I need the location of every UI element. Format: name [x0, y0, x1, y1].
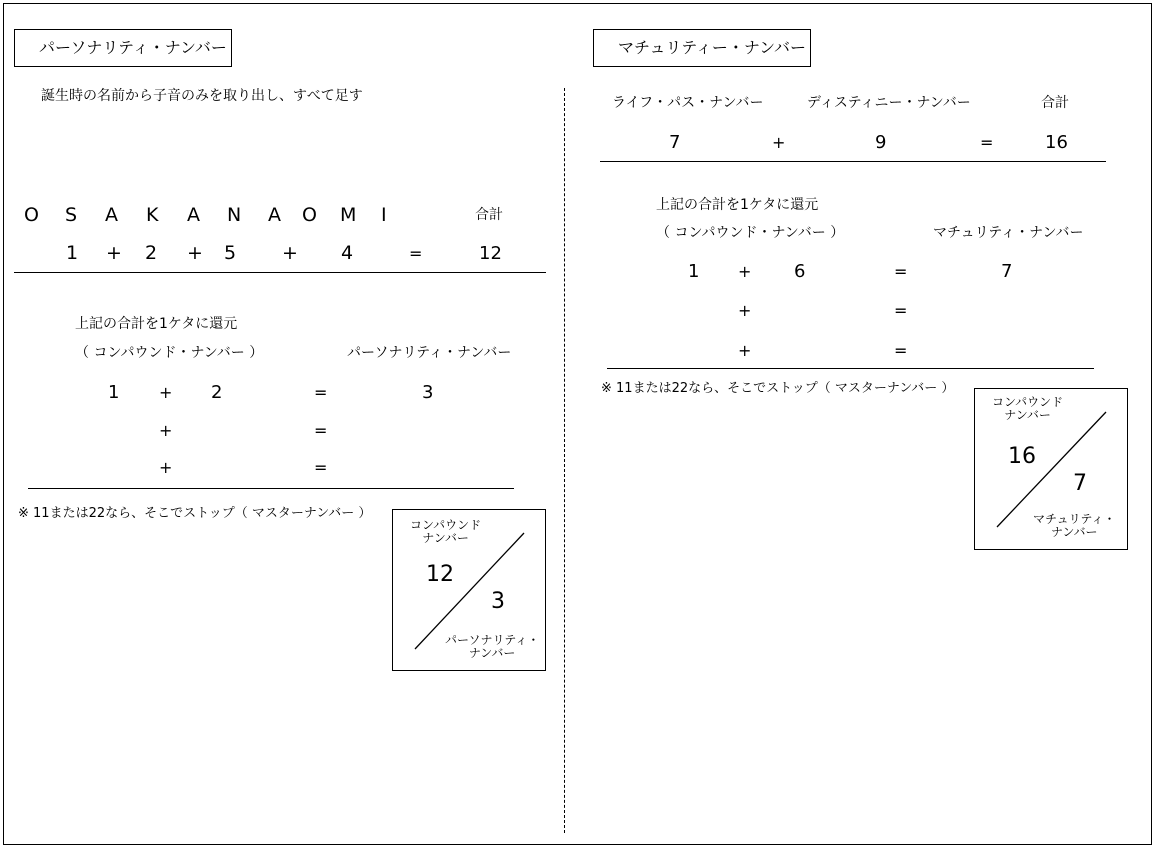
box-compound-number: 12 — [426, 562, 454, 587]
right-result-label: マチュリティ・ナンバー — [933, 225, 1084, 241]
box-top-label: コンパウンド — [410, 518, 482, 532]
sum-value: 2 — [145, 242, 158, 264]
reduce-equals: = — [314, 383, 328, 402]
left-reduce-result: 3 — [422, 382, 434, 403]
left-sum-total: 12 — [479, 243, 502, 264]
reduce-underline — [28, 488, 514, 489]
right-reduce-line2: （ コンパウンド・ナンバー ） — [656, 225, 845, 241]
left-total-label: 合計 — [475, 207, 503, 223]
reduce-plus: + — [159, 421, 173, 440]
left-instruction: 誕生時の名前から子音のみを取り出し、すべて足す — [41, 88, 363, 104]
personality-summary-box — [392, 509, 546, 671]
name-letter: I — [381, 204, 387, 226]
box-compound-number: 16 — [1008, 444, 1036, 469]
reduce-plus: + — [738, 341, 752, 360]
name-letter: N — [227, 204, 242, 226]
reduce-plus: + — [159, 383, 173, 402]
name-letter: A — [268, 204, 281, 226]
box-top-label: ナンバー — [422, 530, 469, 545]
sum-equals: = — [980, 133, 994, 152]
name-letter: A — [187, 204, 200, 226]
left-note: ※ 11または22なら、そこでストップ（ マスターナンバー ） — [18, 506, 372, 521]
name-letter: S — [65, 204, 78, 226]
box-top-label: ナンバー — [1004, 407, 1051, 422]
column-divider — [564, 88, 565, 833]
box-top-label: コンパウンド — [992, 395, 1064, 409]
sum-value: 1 — [66, 242, 79, 264]
left-result-label: パーソナリティ・ナンバー — [347, 345, 512, 361]
box-bottom-label: ナンバー — [1050, 524, 1098, 539]
reduce-equals: = — [894, 301, 908, 320]
left-reduce-line1: 上記の合計を1ケタに還元 — [75, 316, 238, 332]
right-reduce-line1: 上記の合計を1ケタに還元 — [656, 197, 819, 213]
sum-equals: = — [409, 244, 423, 263]
sum-underline — [14, 272, 546, 273]
box-bottom-label: パーソナリティ・ — [445, 633, 540, 647]
reduce-digit-a: 1 — [108, 382, 120, 403]
maturity-title-box — [593, 29, 811, 67]
reduce-equals: = — [314, 421, 328, 440]
reduce-equals: = — [894, 262, 908, 281]
reduce-plus: + — [159, 458, 173, 477]
left-reduce-line2: （ コンパウンド・ナンバー ） — [75, 345, 264, 361]
personality-title: パーソナリティ・ナンバー — [39, 38, 227, 57]
sum-value: 5 — [224, 242, 237, 264]
reduce-digit-b: 2 — [211, 382, 223, 403]
maturity-summary-box — [974, 388, 1128, 550]
reduce-equals: = — [894, 341, 908, 360]
sum-plus: + — [282, 242, 298, 264]
sum-plus: + — [187, 242, 203, 264]
reduce-plus: + — [738, 301, 752, 320]
maturity-title: マチュリティー・ナンバー — [618, 38, 807, 57]
life-path-value: 7 — [669, 132, 681, 153]
reduce-equals: = — [314, 458, 328, 477]
right-reduce-result: 7 — [1001, 261, 1013, 282]
box-bottom-label: マチュリティ・ — [1033, 512, 1116, 526]
sum-underline — [600, 161, 1106, 162]
destiny-label: ディスティニー・ナンバー — [807, 95, 971, 111]
name-letter: O — [302, 204, 317, 226]
personality-title-box — [14, 29, 232, 67]
box-result-number: 3 — [491, 589, 505, 614]
sum-plus: + — [772, 133, 786, 152]
name-letter: M — [340, 204, 357, 226]
reduce-plus: + — [738, 262, 752, 281]
destiny-value: 9 — [875, 132, 887, 153]
right-sum-total: 16 — [1045, 132, 1068, 153]
life-path-label: ライフ・パス・ナンバー — [612, 95, 764, 111]
name-letter: K — [146, 204, 159, 226]
right-total-label: 合計 — [1041, 95, 1069, 111]
reduce-digit-b: 6 — [794, 261, 806, 282]
box-bottom-label: ナンバー — [468, 645, 516, 660]
reduce-underline — [607, 368, 1094, 369]
right-note: ※ 11または22なら、そこでストップ（ マスターナンバー ） — [601, 381, 955, 396]
name-letter: A — [105, 204, 118, 226]
box-result-number: 7 — [1073, 471, 1087, 496]
name-letter: O — [24, 204, 39, 226]
sum-plus: + — [106, 242, 122, 264]
reduce-digit-a: 1 — [688, 261, 700, 282]
sum-value: 4 — [341, 242, 354, 264]
